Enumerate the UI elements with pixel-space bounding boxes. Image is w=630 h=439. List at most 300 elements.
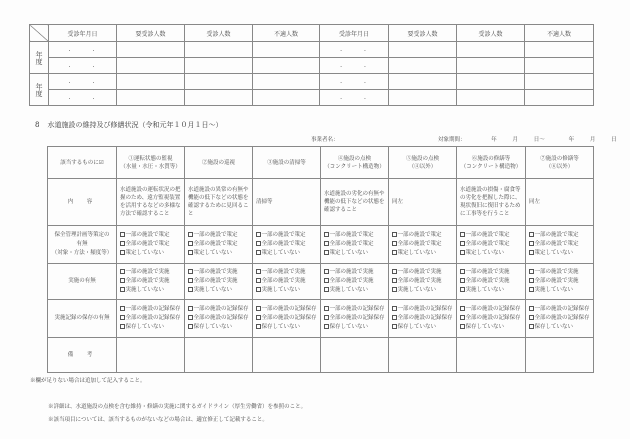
checkbox-label: 一部の施設で実施 [397,269,442,275]
maintenance-status-table [47,146,594,373]
checkbox-label: 一部の施設で策定 [329,232,374,238]
operator-name-field[interactable] [311,135,339,143]
records-options [389,300,457,338]
checkbox[interactable] [324,324,329,329]
plan-options [185,226,253,264]
content-cell: 同左 [389,179,457,226]
checkbox[interactable] [120,287,125,292]
checkbox[interactable] [529,315,534,320]
checkbox[interactable] [460,324,465,329]
checkbox-label: 全部の施設で策定 [125,241,170,247]
checkbox[interactable] [256,324,261,329]
column-header-line: ⑥施設の修繕等 [471,155,511,162]
checkbox-label: 一部の施設で実施 [125,269,170,275]
checkbox-label: 策定していない [465,250,505,256]
implementation-options [457,264,526,300]
checkbox[interactable] [120,306,125,311]
examined-count-field[interactable] [457,90,525,106]
checkbox[interactable] [188,324,193,329]
checkbox-label: 策定していない [329,250,369,256]
checkbox[interactable] [256,278,261,283]
required-count-field[interactable] [117,42,185,58]
column-header-subline: （④以外） [408,163,437,170]
checkbox-option[interactable] [392,305,453,314]
remarks-field[interactable] [117,338,185,373]
column-header-row [48,147,594,179]
checkbox-option[interactable] [120,240,181,249]
checkbox-option[interactable] [120,286,181,295]
checkbox-option[interactable] [324,231,385,240]
records-row [48,300,594,338]
plan-options [117,226,185,264]
checkbox[interactable] [392,287,397,292]
checkbox[interactable] [392,232,397,237]
checkbox-option[interactable] [120,314,181,323]
checkbox-label: 全部の施設で実施 [193,278,238,284]
checkbox-label: 実施していない [125,287,165,293]
checkbox-option[interactable] [256,249,317,258]
unfit-count-field[interactable] [525,74,594,90]
plan-label-line: 保全管理計画等策定の [54,232,110,238]
checkbox-label: 一部の施設で策定 [193,232,238,238]
checkbox[interactable] [188,250,193,255]
checkbox-option[interactable] [392,314,453,323]
checkbox-label: 策定していない [534,250,574,256]
unfit-count-field[interactable] [253,58,320,74]
checkbox-option[interactable] [460,277,522,286]
implementation-options [526,264,594,300]
checkbox[interactable] [529,324,534,329]
checkbox-label: 一部の施設で策定 [534,232,579,238]
period-start-day[interactable]: 日～ [533,137,545,143]
checkbox[interactable] [529,306,534,311]
section-number: 8 [35,121,40,129]
exam-date-field[interactable]: . . [320,58,389,74]
checkbox-option[interactable] [324,286,385,295]
checkbox[interactable] [324,278,329,283]
checkbox-option[interactable] [392,323,453,332]
operator-name-label: 事業者名： [311,137,339,143]
period-label: 対象期間： [438,137,466,143]
column-header-line: ④施設の点検 [337,155,371,162]
checkbox-label: 一部の施設で実施 [329,269,374,275]
header-examined-count: 受診人数 [457,25,525,42]
checkbox[interactable] [256,315,261,320]
content-cell: 水道施設の異常の有無や機能の低下などの状態を確認するために見回ること [185,179,253,226]
checkbox-option[interactable] [256,286,317,295]
table-row [30,42,594,58]
checkbox[interactable] [529,287,534,292]
remarks-field[interactable] [253,338,321,373]
remarks-field[interactable] [526,338,594,373]
remarks-field[interactable] [185,338,253,373]
checkbox-option[interactable] [188,305,249,314]
exam-date-field[interactable]: . . [320,90,389,106]
checkbox[interactable] [460,250,465,255]
checkbox[interactable] [392,250,397,255]
exam-date-field[interactable]: . . [320,42,389,58]
checkbox-option[interactable] [392,249,453,258]
plan-options [457,226,526,264]
unfit-count-field[interactable] [253,90,320,106]
examined-count-field[interactable] [457,74,525,90]
checkbox-label: 一部の施設で実施 [261,269,306,275]
checkbox-option[interactable] [460,240,522,249]
checkbox-label: 一部の施設の記録保存 [261,306,317,312]
content-row-label: 内 容 [48,179,117,226]
checkbox-label: 全部の施設で実施 [465,278,510,284]
checkbox-label: 一部の施設の記録保存 [397,306,453,312]
checkbox-option[interactable] [120,268,181,277]
checkbox-option[interactable] [188,249,249,258]
checkbox[interactable] [529,250,534,255]
implementation-row [48,264,594,300]
required-count-field[interactable] [117,58,185,74]
checkbox-label: 一部の施設で実施 [465,269,510,275]
checkbox[interactable] [256,241,261,246]
column-header-subline: （水量・水圧・水質等） [120,163,181,170]
checkbox[interactable] [529,232,534,237]
checkbox[interactable] [392,278,397,283]
checkbox[interactable] [324,250,329,255]
examined-count-field[interactable] [457,58,525,74]
checkbox[interactable] [529,269,534,274]
checkbox-option[interactable] [256,268,317,277]
corner-cell [30,25,49,42]
content-cell: 清掃等 [253,179,321,226]
checkbox-option[interactable] [460,323,522,332]
footnote-modify-items: ※該当項目については、該当するものがないなどの場合は、適宜修正して記載すること。 [48,417,268,423]
checkbox[interactable] [188,306,193,311]
checkbox-label: 全部の施設の記録保存 [125,315,181,321]
checkbox-option[interactable] [392,240,453,249]
checkbox-label: 保存していない [534,324,574,330]
content-cell: 水道施設の劣化の有無や機能の低下などの状態を確認すること [321,179,389,226]
examined-count-field[interactable] [457,42,525,58]
checkbox[interactable] [256,269,261,274]
table-row [30,90,594,106]
checkbox-label: 実施していない [465,287,505,293]
checkbox-label: 全部の施設の記録保存 [261,315,317,321]
checkbox-option[interactable] [324,277,385,286]
checkbox-label: 全部の施設で実施 [261,278,306,284]
plan-options [526,226,594,264]
examined-count-field[interactable] [185,58,253,74]
checkbox-option[interactable] [529,249,590,258]
checkbox[interactable] [120,250,125,255]
checkbox[interactable] [256,306,261,311]
checkbox-option[interactable] [529,323,590,332]
checkbox[interactable] [392,269,397,274]
checkbox-label: 実施していない [261,287,301,293]
checkbox-option[interactable] [529,305,590,314]
checkbox[interactable] [120,324,125,329]
checkbox[interactable] [188,278,193,283]
checkbox[interactable] [188,287,193,292]
checkbox-label: 一部の施設で策定 [261,232,306,238]
checkbox-label: 策定していない [261,250,301,256]
checkbox[interactable] [460,315,465,320]
exam-date-field[interactable]: . . [320,74,389,90]
implementation-options [389,264,457,300]
header-unfit-count: 不適人数 [253,25,320,42]
required-count-field[interactable] [117,90,185,106]
unfit-count-field[interactable] [525,58,594,74]
unfit-count-field[interactable] [525,90,594,106]
checkbox-option[interactable] [188,277,249,286]
health-exam-table [29,24,594,106]
period-start-year[interactable]: 年 [491,137,497,143]
checkbox-option[interactable] [529,240,590,249]
checkbox-label: 保存していない [193,324,233,330]
checkbox-option[interactable] [188,231,249,240]
plan-options [321,226,389,264]
checkbox-option[interactable] [120,277,181,286]
required-count-field[interactable] [389,90,457,106]
period-end-year[interactable]: 年 [568,137,575,143]
checkbox-option[interactable] [529,286,590,295]
checkbox-option[interactable] [256,231,317,240]
plan-options [389,226,457,264]
column-header-line: ⑦施設の修繕等 [540,155,579,162]
checkbox-label: 保存していない [465,324,505,330]
checkbox-label: 一部の施設の記録保存 [125,306,181,312]
checkbox[interactable] [324,241,329,246]
exam-date-field[interactable]: . . [49,74,117,90]
checkbox-label: 一部の施設の記録保存 [329,306,385,312]
checkbox-option[interactable] [460,231,522,240]
remarks-field[interactable] [457,338,526,373]
checkbox-option[interactable] [188,286,249,295]
checkbox[interactable] [120,269,125,274]
checkbox-option[interactable] [392,277,453,286]
checkbox-option[interactable] [392,286,453,295]
checkbox-option[interactable] [120,231,181,240]
checkbox[interactable] [529,278,534,283]
checkbox[interactable] [188,315,193,320]
checkbox[interactable] [188,269,193,274]
implementation-options [117,264,185,300]
checkbox-option[interactable] [460,268,522,277]
checkbox-label: 全部の施設で実施 [534,278,579,284]
checkbox-option[interactable] [120,323,181,332]
remarks-field[interactable] [389,338,457,373]
checkbox-option[interactable] [256,277,317,286]
records-row-label: 実施記録の保存の有無 [48,300,117,338]
checkbox[interactable] [324,306,329,311]
checkbox-option[interactable] [120,249,181,258]
checkbox-option[interactable] [529,268,590,277]
checkbox-option[interactable] [392,231,453,240]
required-count-field[interactable] [117,74,185,90]
checkbox-option[interactable] [188,323,249,332]
checkbox-label: 一部の施設で策定 [397,232,442,238]
checkbox[interactable] [120,232,125,237]
column-header-patrol [185,147,253,179]
unfit-count-field[interactable] [253,74,320,90]
column-header-repair-other [526,147,594,179]
period-end-day[interactable]: 日 [611,137,617,143]
header-unfit-count: 不適人数 [525,25,594,42]
checkbox[interactable] [256,250,261,255]
implementation-options [321,264,389,300]
exam-date-field[interactable]: . . [49,58,117,74]
checkbox-option[interactable] [324,323,385,332]
column-header-repair-concrete [457,147,526,179]
records-options [526,300,594,338]
checkbox[interactable] [392,324,397,329]
unfit-count-field[interactable] [253,42,320,58]
section-title-text: 水道施設の維持及び修繕状況（令和元年１０月１日～） [47,121,223,129]
checkbox-option[interactable] [256,314,317,323]
checkbox[interactable] [120,241,125,246]
column-header-cleaning [253,147,321,179]
checkbox-label: 一部の施設で実施 [193,269,238,275]
checkbox-label: 実施していない [193,287,233,293]
period-end-month[interactable]: 月 [589,137,596,143]
checkbox-option[interactable] [324,240,385,249]
checkbox-option[interactable] [460,314,522,323]
column-header-line: ①運転状態の監視 [128,155,173,162]
checkbox[interactable] [460,241,465,246]
plan-label-line: 有無 [76,241,88,247]
checkbox[interactable] [392,315,397,320]
checkbox-label: 一部の施設の記録保存 [193,306,249,312]
checkbox-label: 全部の施設の記録保存 [193,315,249,321]
records-options [321,300,389,338]
checkbox-option[interactable] [256,305,317,314]
checkbox-option[interactable] [392,268,453,277]
unfit-count-field[interactable] [525,42,594,58]
checkbox[interactable] [256,232,261,237]
checkbox-option[interactable] [460,249,522,258]
checkbox-option[interactable] [256,323,317,332]
checkbox-label: 保存していない [261,324,301,330]
corner-label: 該当するものに☑ [48,147,117,179]
checkbox-label: 全部の施設で策定 [465,241,510,247]
fiscal-year-label: 年度 [30,74,49,106]
checkbox[interactable] [460,306,465,311]
column-header-line: ⑤施設の点検 [405,155,439,162]
column-header-line: ②施設の巡視 [201,159,235,166]
checkbox-option[interactable] [529,314,590,323]
checkbox[interactable] [460,287,465,292]
examined-count-field[interactable] [185,74,253,90]
checkbox-option[interactable] [188,240,249,249]
checkbox[interactable] [324,315,329,320]
checkbox-label: 一部の施設の記録保存 [465,306,521,312]
checkbox-option[interactable] [324,268,385,277]
checkbox[interactable] [460,232,465,237]
target-period [438,135,617,143]
checkbox[interactable] [460,278,465,283]
checkbox[interactable] [324,269,329,274]
column-header-subline: （コンクリート構造物） [460,163,522,170]
checkbox-label: 一部の施設で策定 [125,232,170,238]
remarks-row [48,338,594,373]
required-count-field[interactable] [389,58,457,74]
exam-date-field[interactable]: . . [49,42,117,58]
checkbox-option[interactable] [529,231,590,240]
required-count-field[interactable] [389,74,457,90]
content-cell: 同左 [526,179,594,226]
checkbox-label: 全部の施設の記録保存 [397,315,453,321]
checkbox-label: 全部の施設で策定 [397,241,442,247]
checkbox-label: 全部の施設の記録保存 [534,315,590,321]
examined-count-field[interactable] [185,90,253,106]
checkbox-option[interactable] [324,305,385,314]
checkbox-label: 全部の施設で実施 [329,278,374,284]
checkbox[interactable] [392,306,397,311]
checkbox-label: 全部の施設の記録保存 [465,315,521,321]
checkbox[interactable] [188,241,193,246]
checkbox-label: 一部の施設で実施 [534,269,579,275]
footnote-add-rows: ※欄が足りない場合は追加して記入すること。 [30,378,146,384]
examined-count-field[interactable] [185,42,253,58]
header-required-count: 要受診人数 [389,25,457,42]
checkbox-label: 策定していない [397,250,437,256]
column-header-line: ③施設の清掃等 [267,159,306,166]
checkbox-option[interactable] [460,305,522,314]
checkbox-option[interactable] [324,314,385,323]
checkbox-option[interactable] [529,277,590,286]
column-header-operation-monitoring [117,147,185,179]
required-count-field[interactable] [389,42,457,58]
exam-date-field[interactable]: . . [49,90,117,106]
checkbox-option[interactable] [460,286,522,295]
implementation-row-label: 実施の有無 [48,264,117,300]
plan-label-line: （対象・方法・頻度等） [51,250,113,256]
period-start-month[interactable]: 月 [512,137,519,143]
records-options [185,300,253,338]
column-header-inspection-concrete [321,147,389,179]
checkbox-option[interactable] [256,240,317,249]
checkbox-option[interactable] [188,268,249,277]
checkbox-label: 全部の施設で実施 [125,278,170,284]
checkbox[interactable] [256,287,261,292]
checkbox[interactable] [392,241,397,246]
footnote-guideline-reference: ※詳細は、水道施設の点検を含む維持・修繕の実施に関するガイドライン（厚生労働省）を参照のこと。 [48,404,307,410]
checkbox-option[interactable] [188,314,249,323]
table-row [30,74,594,90]
fiscal-year-label: 年度 [30,42,49,74]
checkbox[interactable] [529,241,534,246]
checkbox-label: 実施していない [329,287,369,293]
checkbox[interactable] [324,287,329,292]
checkbox-label: 全部の施設で策定 [329,241,374,247]
checkbox[interactable] [120,315,125,320]
remarks-field[interactable] [321,338,389,373]
checkbox-option[interactable] [324,249,385,258]
checkbox-label: 策定していない [125,250,165,256]
checkbox[interactable] [460,269,465,274]
checkbox[interactable] [188,232,193,237]
checkbox-label: 実施していない [534,287,574,293]
column-header-inspection-other [389,147,457,179]
checkbox[interactable] [120,278,125,283]
checkbox-option[interactable] [120,305,181,314]
header-exam-date: 受診年月日 [320,25,389,42]
checkbox-label: 全部の施設で策定 [534,241,579,247]
checkbox-label: 保存していない [329,324,369,330]
checkbox-label: 一部の施設で策定 [465,232,510,238]
section-title [35,120,222,130]
checkbox[interactable] [324,232,329,237]
plan-row-label [48,226,117,264]
content-row [48,179,594,226]
checkbox-label: 保存していない [125,324,165,330]
checkbox-label: 全部の施設で策定 [261,241,306,247]
